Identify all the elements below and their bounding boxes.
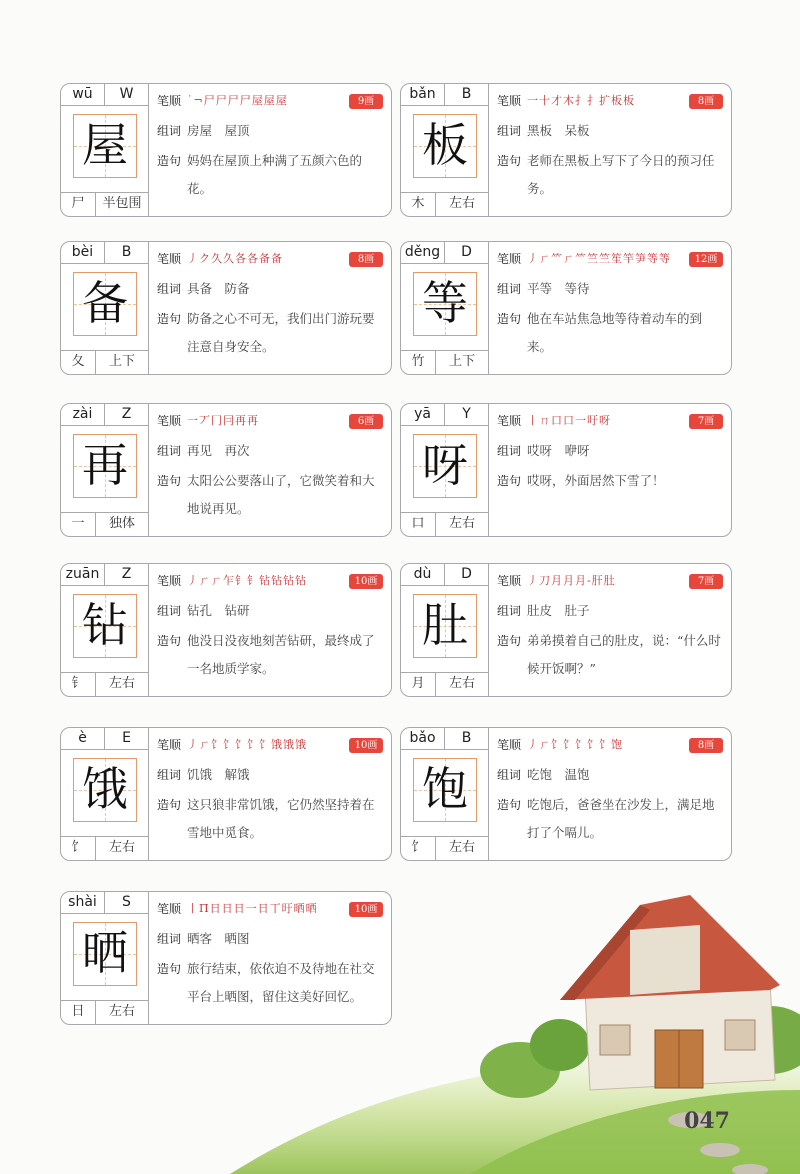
structure: 上下 — [448, 354, 475, 369]
stroke-order-label: 笔顺 — [497, 414, 522, 428]
stroke-order: 丿ク久久各各备备 — [187, 252, 283, 265]
char-panel — [61, 892, 149, 1024]
pinyin-row — [401, 84, 488, 106]
words: 饥饿 解饿 — [187, 767, 250, 782]
words-row — [157, 442, 383, 460]
radical: 夂 — [61, 351, 96, 374]
radical-row — [61, 350, 148, 374]
sentence-label: 造句 — [497, 312, 522, 326]
sentence-label: 造句 — [157, 474, 182, 488]
stroke-count-badge: 12画 — [689, 252, 723, 267]
sentence-row — [157, 310, 383, 361]
char-card — [400, 563, 732, 697]
char-panel — [61, 84, 149, 216]
structure: 左右 — [448, 516, 475, 531]
words-row — [497, 280, 723, 298]
tianzige-grid — [73, 114, 137, 178]
char-card — [60, 891, 392, 1025]
sentence-row — [157, 796, 383, 847]
words-label: 组词 — [497, 768, 522, 782]
stroke-order-row — [157, 572, 383, 590]
stroke-order-label: 笔顺 — [157, 414, 182, 428]
initial-letter: E — [122, 730, 131, 746]
words-row — [497, 122, 723, 140]
tianzige-grid — [73, 922, 137, 986]
hanzi: 肚 — [422, 598, 468, 652]
char-card — [60, 83, 392, 217]
hanzi: 屋 — [82, 118, 128, 172]
stroke-order-row — [497, 250, 723, 268]
pinyin: bǎn — [401, 84, 445, 105]
info-panel — [157, 572, 383, 692]
sentence-row — [157, 960, 383, 1011]
char-card — [400, 83, 732, 217]
stroke-count-badge: 10画 — [349, 738, 383, 753]
sentence-row — [157, 472, 383, 523]
sentence: 老师在黑板上写下了今日的预习任务。 — [527, 153, 715, 196]
structure: 左右 — [448, 196, 475, 211]
stroke-order-row — [157, 92, 383, 110]
structure: 左右 — [448, 840, 475, 855]
radical: 日 — [61, 1001, 96, 1024]
stroke-order: 丿ㄏㄏ乍钅钅钻钻钻钻 — [187, 574, 307, 587]
hanzi: 等 — [422, 276, 468, 330]
structure: 左右 — [108, 676, 135, 691]
pinyin: dù — [401, 564, 445, 585]
hanzi: 饱 — [422, 762, 468, 816]
stroke-order-row — [497, 736, 723, 754]
hanzi: 饿 — [82, 762, 128, 816]
radical-row — [401, 836, 488, 860]
hanzi: 再 — [82, 438, 128, 492]
radical: 口 — [401, 513, 436, 536]
sentence-label: 造句 — [157, 798, 182, 812]
pinyin: zài — [61, 404, 105, 425]
stroke-count-badge: 7画 — [689, 574, 723, 589]
words-label: 组词 — [157, 932, 182, 946]
initial-letter: D — [461, 566, 472, 582]
stroke-count-badge: 7画 — [689, 414, 723, 429]
stroke-order-label: 笔顺 — [157, 902, 182, 916]
pinyin: è — [61, 728, 105, 749]
words: 晒客 晒图 — [187, 931, 250, 946]
char-card — [400, 403, 732, 537]
sentence-label: 造句 — [157, 962, 182, 976]
char-panel — [401, 242, 489, 374]
stroke-order: 丿刀月月月‐肝肚 — [527, 574, 616, 587]
sentence: 妈妈在屋顶上种满了五颜六色的花。 — [187, 153, 363, 196]
words: 黑板 呆板 — [527, 123, 590, 138]
stroke-count-badge: 9画 — [349, 94, 383, 109]
stroke-order-row — [497, 92, 723, 110]
sentence-label: 造句 — [157, 154, 182, 168]
char-panel — [61, 242, 149, 374]
radical: 尸 — [61, 193, 96, 216]
radical-row — [61, 672, 148, 696]
initial-letter: W — [119, 86, 134, 102]
hanzi: 板 — [422, 118, 468, 172]
pinyin: wū — [61, 84, 105, 105]
sentence-label: 造句 — [157, 312, 182, 326]
hanzi: 晒 — [82, 926, 128, 980]
stroke-order-row — [157, 900, 383, 918]
radical-row — [401, 192, 488, 216]
char-panel — [61, 564, 149, 696]
structure: 独体 — [108, 516, 135, 531]
radical: 饣 — [61, 837, 96, 860]
stroke-order: 丿ㄏ饣饣饣饣饣饱 — [527, 738, 623, 751]
sentence-row — [497, 310, 723, 361]
stroke-count-badge: 10画 — [349, 574, 383, 589]
radical-row — [61, 512, 148, 536]
initial-letter: B — [461, 86, 472, 102]
info-panel — [497, 572, 723, 692]
pinyin-row — [61, 728, 148, 750]
sentence-label: 造句 — [497, 154, 522, 168]
tianzige-grid — [413, 594, 477, 658]
hanzi: 备 — [82, 276, 128, 330]
pinyin-row — [401, 728, 488, 750]
words: 钻孔 钻研 — [187, 603, 250, 618]
info-panel — [157, 900, 383, 1020]
tianzige-grid — [413, 114, 477, 178]
words-label: 组词 — [157, 282, 182, 296]
pinyin-row — [401, 404, 488, 426]
stroke-count-badge: 8画 — [689, 94, 723, 109]
words: 肚皮 肚子 — [527, 603, 590, 618]
tianzige-grid — [73, 272, 137, 336]
stroke-order-label: 笔顺 — [157, 738, 182, 752]
radical: 饣 — [401, 837, 436, 860]
pinyin-row — [401, 564, 488, 586]
structure: 左右 — [448, 676, 475, 691]
initial-letter: D — [461, 244, 472, 260]
pinyin: děng — [401, 242, 445, 263]
radical-row — [61, 192, 148, 216]
sentence-row — [497, 796, 723, 847]
hanzi: 钻 — [82, 598, 128, 652]
stroke-order-label: 笔顺 — [157, 252, 182, 266]
char-card — [60, 241, 392, 375]
char-card — [60, 727, 392, 861]
initial-letter: Y — [462, 406, 471, 422]
sentence-row — [157, 152, 383, 203]
stroke-order-row — [157, 736, 383, 754]
stroke-order-label: 笔顺 — [157, 574, 182, 588]
tianzige-grid — [73, 434, 137, 498]
char-card — [400, 727, 732, 861]
sentence-label: 造句 — [497, 798, 522, 812]
stroke-order-label: 笔顺 — [497, 94, 522, 108]
pinyin-row — [61, 564, 148, 586]
radical: 木 — [401, 193, 436, 216]
words: 吃饱 温饱 — [527, 767, 590, 782]
info-panel — [497, 250, 723, 370]
info-panel — [157, 92, 383, 212]
words-label: 组词 — [497, 444, 522, 458]
stroke-order-label: 笔顺 — [157, 94, 182, 108]
stroke-order-row — [497, 572, 723, 590]
radical-row — [401, 512, 488, 536]
stroke-order: 丿ㄏ饣饣饣饣饣饿饿饿 — [187, 738, 307, 751]
words: 平等 等待 — [527, 281, 590, 296]
sentence: 弟弟摸着自己的肚皮，说：“什么时候开饭啊？” — [527, 633, 721, 676]
structure: 左右 — [108, 840, 135, 855]
stroke-order: 一十才木扌扌扩板板 — [527, 94, 635, 107]
words-label: 组词 — [497, 282, 522, 296]
initial-letter: Z — [121, 406, 132, 422]
words: 哎呀 咿呀 — [527, 443, 590, 458]
info-panel — [497, 92, 723, 212]
char-panel — [61, 728, 149, 860]
initial-letter: B — [461, 730, 472, 746]
words-label: 组词 — [497, 604, 522, 618]
pinyin-row — [61, 404, 148, 426]
words-row — [157, 122, 383, 140]
initial-letter: S — [122, 894, 131, 910]
radical-row — [61, 836, 148, 860]
structure: 半包围 — [102, 196, 142, 211]
stroke-order: 丨П日日日一日丅旴晒晒 — [187, 902, 318, 915]
sentence: 这只狼非常饥饿，它仍然坚持着在雪地中觅食。 — [187, 797, 375, 840]
radical: 月 — [401, 673, 436, 696]
stroke-order: 丿ㄏ⺮ㄏ⺮竺竺笙竿笋等等 — [527, 252, 671, 265]
words-row — [497, 766, 723, 784]
stroke-count-badge: 8画 — [349, 252, 383, 267]
stroke-order: 丨ㄇ口口一吁呀 — [527, 414, 611, 427]
sentence: 哎呀，外面居然下雪了！ — [527, 473, 665, 488]
stroke-order-row — [157, 250, 383, 268]
words-row — [157, 766, 383, 784]
sentence: 吃饱后，爸爸坐在沙发上，满足地打了个嗝儿。 — [527, 797, 715, 840]
radical-row — [401, 350, 488, 374]
char-panel — [401, 404, 489, 536]
sentence: 旅行结束，依依迫不及待地在社交平台上晒图，留住这美好回忆。 — [187, 961, 375, 1004]
stroke-order-label: 笔顺 — [497, 252, 522, 266]
sentence: 防备之心不可无，我们出门游玩要注意自身安全。 — [187, 311, 375, 354]
sentence: 他在车站焦急地等待着动车的到来。 — [527, 311, 703, 354]
hanzi: 呀 — [422, 438, 468, 492]
words-row — [157, 602, 383, 620]
pinyin-row — [401, 242, 488, 264]
page-number: 047 — [684, 1108, 730, 1134]
pinyin: yā — [401, 404, 445, 425]
sentence-row — [497, 472, 723, 495]
pinyin: bǎo — [401, 728, 445, 749]
words: 再见 再次 — [187, 443, 250, 458]
stroke-order: 一丆冂冃再再 — [187, 414, 259, 427]
radical: 一 — [61, 513, 96, 536]
radical: 钅 — [61, 673, 96, 696]
pinyin-row — [61, 892, 148, 914]
words-label: 组词 — [157, 604, 182, 618]
char-panel — [401, 564, 489, 696]
stroke-order-row — [497, 412, 723, 430]
info-panel — [157, 736, 383, 856]
char-panel — [61, 404, 149, 536]
words-row — [157, 280, 383, 298]
stroke-count-badge: 10画 — [349, 902, 383, 917]
tianzige-grid — [413, 758, 477, 822]
structure: 上下 — [108, 354, 135, 369]
words-label: 组词 — [497, 124, 522, 138]
radical-row — [61, 1000, 148, 1024]
sentence-label: 造句 — [497, 474, 522, 488]
pinyin: shài — [61, 892, 105, 913]
char-card — [60, 563, 392, 697]
char-panel — [401, 84, 489, 216]
words-label: 组词 — [157, 124, 182, 138]
words-row — [497, 442, 723, 460]
tianzige-grid — [73, 758, 137, 822]
words: 具备 防备 — [187, 281, 250, 296]
info-panel — [497, 412, 723, 532]
sentence: 太阳公公要落山了，它微笑着和大地说再见。 — [187, 473, 375, 516]
words-label: 组词 — [157, 444, 182, 458]
words-row — [157, 930, 383, 948]
info-panel — [157, 412, 383, 532]
char-card — [400, 241, 732, 375]
radical-row — [401, 672, 488, 696]
words-row — [497, 602, 723, 620]
stroke-order: ˙¬尸尸尸尸屋屋屋 — [187, 94, 288, 107]
sentence: 他没日没夜地刻苦钻研，最终成了一名地质学家。 — [187, 633, 375, 676]
char-card — [60, 403, 392, 537]
words: 房屋 屋顶 — [187, 123, 250, 138]
info-panel — [497, 736, 723, 856]
stroke-count-badge: 8画 — [689, 738, 723, 753]
info-panel — [157, 250, 383, 370]
pinyin: zuān — [61, 564, 105, 585]
stroke-order-label: 笔顺 — [497, 574, 522, 588]
structure: 左右 — [108, 1004, 135, 1019]
sentence-row — [497, 152, 723, 203]
sentence-label: 造句 — [157, 634, 182, 648]
initial-letter: B — [121, 244, 132, 260]
tianzige-grid — [413, 434, 477, 498]
char-panel — [401, 728, 489, 860]
sentence-row — [497, 632, 723, 683]
stroke-order-row — [157, 412, 383, 430]
words-label: 组词 — [157, 768, 182, 782]
initial-letter: Z — [121, 566, 132, 582]
tianzige-grid — [73, 594, 137, 658]
tianzige-grid — [413, 272, 477, 336]
pinyin: bèi — [61, 242, 105, 263]
pinyin-row — [61, 242, 148, 264]
pinyin-row — [61, 84, 148, 106]
sentence-label: 造句 — [497, 634, 522, 648]
sentence-row — [157, 632, 383, 683]
radical: 竹 — [401, 351, 436, 374]
stroke-count-badge: 6画 — [349, 414, 383, 429]
stroke-order-label: 笔顺 — [497, 738, 522, 752]
